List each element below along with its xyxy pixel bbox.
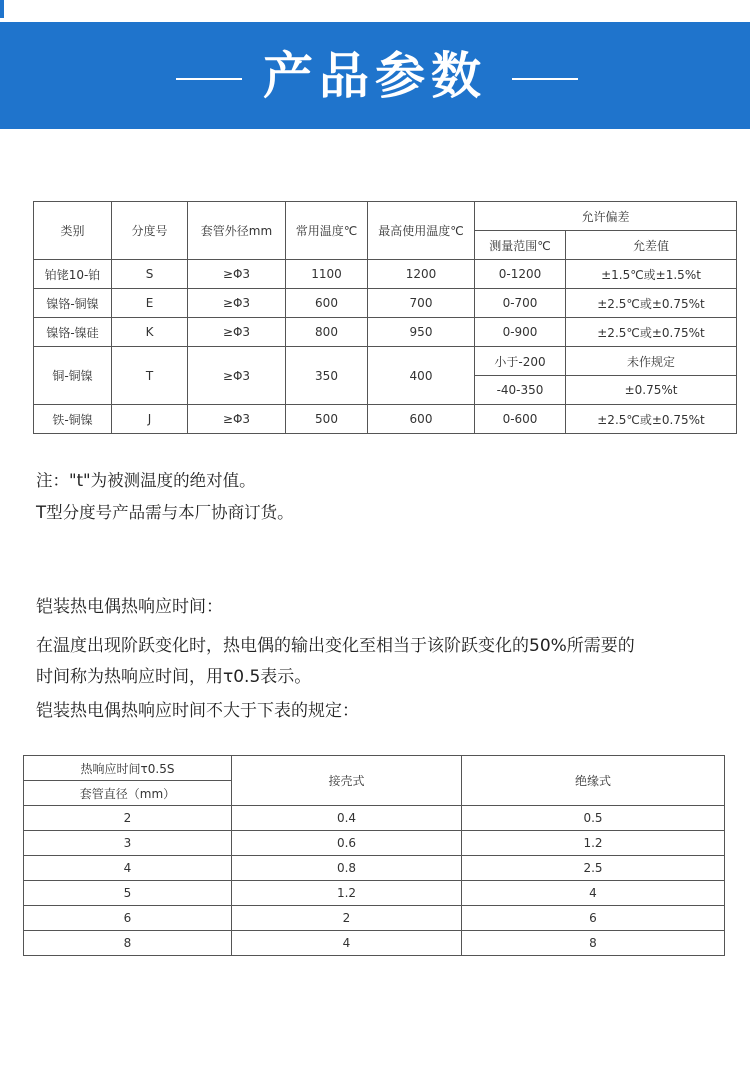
- cell-index: E: [112, 289, 188, 318]
- cell-diameter: ≥Φ3: [188, 405, 286, 434]
- cell-normal-temp: 1100: [286, 260, 368, 289]
- cell-index: S: [112, 260, 188, 289]
- note-line-1: 注："t"为被测温度的绝对值。: [36, 471, 256, 490]
- cell-tolerance: ±0.75%t: [566, 376, 737, 405]
- cell-range: 0-700: [475, 289, 566, 318]
- table-row: [34, 260, 737, 289]
- table-row: [34, 347, 737, 376]
- cell-max-temp: 1200: [368, 260, 475, 289]
- cell-diameter: ≥Φ3: [188, 318, 286, 347]
- header-tolerance-group: 允许偏差: [475, 202, 737, 231]
- table-row: [24, 806, 725, 831]
- cell-max-temp: 600: [368, 405, 475, 434]
- table-row: [24, 931, 725, 956]
- top-accent-line: [0, 0, 4, 18]
- header-category: 类别: [34, 202, 112, 260]
- response-paragraph-2: 时间称为热响应时间，用τ0.5表示。: [36, 667, 312, 687]
- cell-category: 镍铬-镍硅: [34, 318, 112, 347]
- table-row: [24, 856, 725, 881]
- header-tolerance-value: 允差值: [566, 231, 737, 260]
- cell-category: 铜-铜镍: [34, 347, 112, 405]
- cell-grounded: 2: [232, 906, 462, 931]
- cell-insulated: 1.2: [462, 831, 725, 856]
- cell-index: K: [112, 318, 188, 347]
- cell-tolerance: 未作规定: [566, 347, 737, 376]
- cell-grounded: 0.8: [232, 856, 462, 881]
- cell-range: 0-1200: [475, 260, 566, 289]
- header-response-time: 热响应时间τ0.5S: [24, 756, 232, 781]
- cell-grounded: 0.6: [232, 831, 462, 856]
- cell-category: 铁-铜镍: [34, 405, 112, 434]
- cell-range: 小于-200: [475, 347, 566, 376]
- table-row: [34, 405, 737, 434]
- cell-normal-temp: 500: [286, 405, 368, 434]
- header-grounded: 接壳式: [232, 756, 462, 806]
- header-sheath-diameter: 套管外径mm: [188, 202, 286, 260]
- cell-normal-temp: 350: [286, 347, 368, 405]
- cell-insulated: 6: [462, 906, 725, 931]
- cell-tolerance: ±1.5℃或±1.5%t: [566, 260, 737, 289]
- response-heading: 铠装热电偶热响应时间：: [36, 597, 223, 617]
- cell-diameter: 5: [24, 881, 232, 906]
- cell-diameter: 2: [24, 806, 232, 831]
- table-row: [34, 318, 737, 347]
- cell-insulated: 0.5: [462, 806, 725, 831]
- table-row: [24, 831, 725, 856]
- cell-max-temp: 700: [368, 289, 475, 318]
- cell-insulated: 2.5: [462, 856, 725, 881]
- cell-insulated: 8: [462, 931, 725, 956]
- cell-grounded: 4: [232, 931, 462, 956]
- cell-max-temp: 950: [368, 318, 475, 347]
- cell-range: 0-900: [475, 318, 566, 347]
- cell-diameter: 6: [24, 906, 232, 931]
- cell-grounded: 1.2: [232, 881, 462, 906]
- cell-range: 0-600: [475, 405, 566, 434]
- cell-diameter: 8: [24, 931, 232, 956]
- cell-index: J: [112, 405, 188, 434]
- table-row: [24, 906, 725, 931]
- cell-range: -40-350: [475, 376, 566, 405]
- cell-grounded: 0.4: [232, 806, 462, 831]
- cell-category: 镍铬-铜镍: [34, 289, 112, 318]
- cell-insulated: 4: [462, 881, 725, 906]
- cell-tolerance: ±2.5℃或±0.75%t: [566, 405, 737, 434]
- cell-tolerance: ±2.5℃或±0.75%t: [566, 318, 737, 347]
- response-table: [23, 755, 725, 956]
- cell-diameter: 4: [24, 856, 232, 881]
- cell-normal-temp: 800: [286, 318, 368, 347]
- response-paragraph-1: 在温度出现阶跃变化时，热电偶的输出变化至相当于该阶跃变化的50%所需要的: [36, 636, 635, 656]
- cell-diameter: ≥Φ3: [188, 260, 286, 289]
- cell-diameter: ≥Φ3: [188, 347, 286, 405]
- header-max-temp: 最高使用温度℃: [368, 202, 475, 260]
- page-title: 产品参数: [263, 47, 487, 105]
- header-insulated: 绝缘式: [462, 756, 725, 806]
- table-header-row: [24, 756, 725, 781]
- cell-category: 铂铑10-铂: [34, 260, 112, 289]
- cell-tolerance: ±2.5℃或±0.75%t: [566, 289, 737, 318]
- cell-index: T: [112, 347, 188, 405]
- table-header-row: [34, 202, 737, 231]
- header-measure-range: 测量范围℃: [475, 231, 566, 260]
- header-index: 分度号: [112, 202, 188, 260]
- cell-max-temp: 400: [368, 347, 475, 405]
- header-normal-temp: 常用温度℃: [286, 202, 368, 260]
- spec-table: [33, 201, 737, 434]
- note-line-2: T型分度号产品需与本厂协商订货。: [36, 503, 294, 522]
- table-row: [24, 881, 725, 906]
- cell-diameter: 3: [24, 831, 232, 856]
- cell-normal-temp: 600: [286, 289, 368, 318]
- table-row: [34, 289, 737, 318]
- response-paragraph-3: 铠装热电偶热响应时间不大于下表的规定：: [36, 701, 359, 721]
- header-sheath-diameter: 套管直径（mm）: [24, 781, 232, 806]
- cell-diameter: ≥Φ3: [188, 289, 286, 318]
